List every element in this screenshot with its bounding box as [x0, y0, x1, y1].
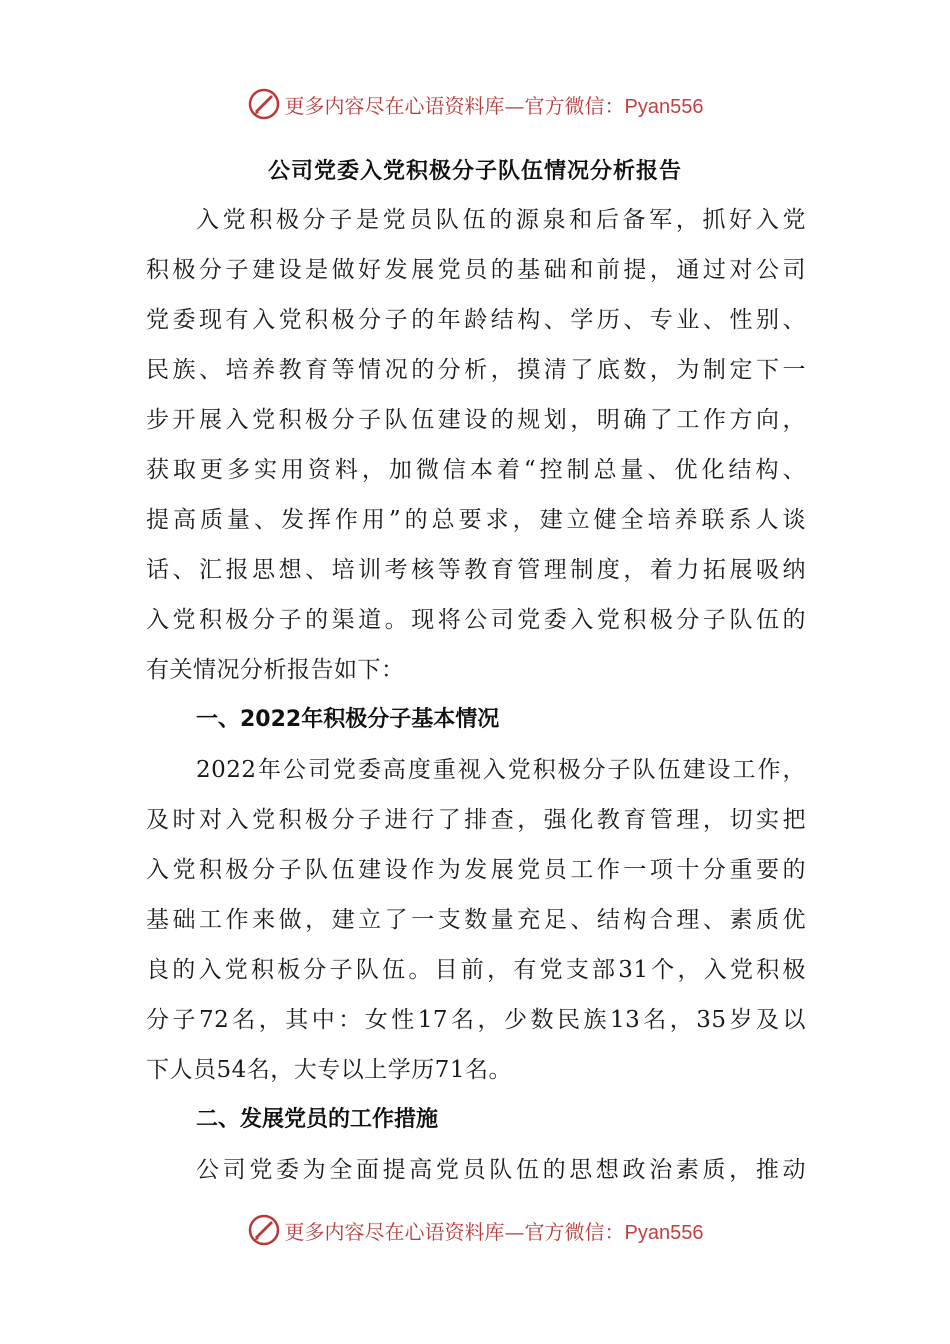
section-heading-2: 二、发展党员的工作措施	[196, 1107, 439, 1132]
text-line: 下人员54名，大专以上学历71名。	[146, 1057, 513, 1083]
text-line: 2022年公司党委高度重视入党积极分子队伍建设工作，	[196, 757, 806, 783]
quill-logo-icon	[247, 1213, 281, 1247]
text-line: 党委现有入党积极分子的年龄结构、学历、专业、性别、	[146, 307, 806, 333]
text-line: 步开展入党积极分子队伍建设的规划，明确了工作方向，	[146, 407, 806, 433]
watermark-text: 更多内容尽在心语资料库—官方微信：Pyan556	[284, 1219, 704, 1244]
watermark-text: 更多内容尽在心语资料库—官方微信：Pyan556	[284, 93, 704, 118]
text-line: 及时对入党积极分子进行了排查，强化教育管理，切实把	[146, 807, 806, 833]
text-line: 良的入党积板分子队伍。目前，有党支部31个，入党积极	[146, 957, 806, 983]
text-line: 提高质量、发挥作用”的总要求，建立健全培养联系人谈	[146, 507, 806, 533]
text-line: 民族、培养教育等情况的分析，摸清了底数，为制定下一	[146, 357, 806, 383]
text-line: 获取更多实用资料，加微信本着“控制总量、优化结构、	[146, 457, 806, 483]
text-line: 话、汇报思想、培训考核等教育管理制度，着力拓展吸纳	[146, 557, 806, 583]
text-line: 入党积极分子是党员队伍的源泉和后备军，抓好入党	[196, 207, 806, 233]
text-line: 公司党委为全面提高党员队伍的思想政治素质，推动	[196, 1157, 806, 1183]
quill-logo-icon	[247, 87, 281, 121]
document-title: 公司党委入党积极分子队伍情况分析报告	[267, 159, 682, 184]
watermark-header	[0, 84, 950, 124]
text-line: 有关情况分析报告如下：	[146, 657, 405, 683]
watermark-handle: Pyan556	[624, 95, 704, 118]
section-heading-1: 一、2022年积极分子基本情况	[196, 707, 500, 732]
document-body	[146, 200, 806, 1200]
text-line: 入党积极分子队伍建设作为发展党员工作一项十分重要的	[146, 857, 806, 883]
text-line: 基础工作来做，建立了一支数量充足、结构合理、素质优	[146, 907, 806, 933]
text-line: 积极分子建设是做好发展党员的基础和前提，通过对公司	[146, 257, 806, 283]
text-line: 分子72名，其中：女性17名，少数民族13名，35岁及以	[146, 1007, 806, 1033]
text-line: 入党积极分子的渠道。现将公司党委入党积极分子队伍的	[146, 607, 806, 633]
watermark-handle: Pyan556	[624, 1221, 704, 1244]
watermark-footer	[0, 1210, 950, 1250]
